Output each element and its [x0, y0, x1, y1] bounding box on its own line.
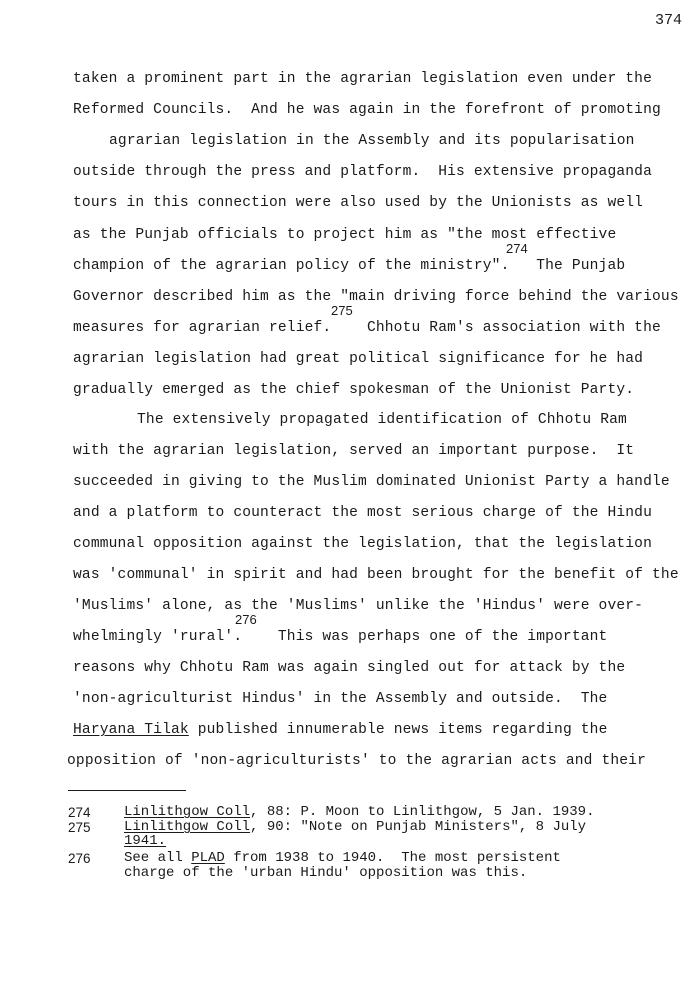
footnote-275-continuation: 1941. [124, 833, 167, 849]
footnote-number: 276 [68, 851, 91, 866]
body-line: agrarian legislation had great political significance for he had [73, 351, 644, 367]
page-number: 374 [655, 12, 683, 29]
footnote-274: Linlithgow Coll, 88: P. Moon to Linlithgow, 5 Jan. 1939. [124, 804, 595, 820]
newspaper-title: Haryana Tilak [73, 722, 189, 738]
footnote-275: Linlithgow Coll, 90: "Note on Punjab Ministers", 8 July [124, 819, 587, 835]
body-line: measures for agrarian relief. Chhotu Ram's association with the [73, 320, 661, 336]
body-line: taken a prominent part in the agrarian legislation even under the [73, 71, 652, 87]
body-line: Haryana Tilak published innumerable news items regarding the [73, 722, 608, 738]
body-line: outside through the press and platform. His extensive propaganda [73, 164, 652, 180]
body-line: succeeded in giving to the Muslim dominated Unionist Party a handle [73, 474, 670, 490]
footnote-divider [68, 790, 186, 791]
body-line: opposition of 'non-agriculturists' to the agrarian acts and their [67, 753, 646, 769]
body-line: Governor described him as the "main driving force behind the various [73, 289, 679, 305]
footnote-marker-276: 276 [235, 612, 257, 627]
body-line: 'non-agriculturist Hindus' in the Assembly and outside. The [73, 691, 608, 707]
footnote-marker-275: 275 [331, 303, 353, 318]
body-line: Reformed Councils. And he was again in the forefront of promoting [73, 102, 661, 118]
body-line: with the agrarian legislation, served an important purpose. It [73, 443, 635, 459]
body-line: whelmingly 'rural'. This was perhaps one of the important [73, 629, 608, 645]
body-line: reasons why Chhotu Ram was again singled out for attack by the [73, 660, 626, 676]
body-line: tours in this connection were also used by the Unionists as well [73, 195, 644, 211]
footnote-marker-274: 274 [506, 241, 528, 256]
body-line: agrarian legislation in the Assembly and its popularisation [109, 133, 635, 149]
body-line: as the Punjab officials to project him as "the most effective [73, 227, 617, 243]
footnote-number: 274 [68, 805, 91, 820]
body-line: was 'communal' in spirit and had been brought for the benefit of the [73, 567, 679, 583]
body-line: and a platform to counteract the most serious charge of the Hindu [73, 505, 652, 521]
footnote-number: 275 [68, 820, 91, 835]
footnote-276: See all PLAD from 1938 to 1940. The most persistent [124, 850, 561, 866]
body-line: 'Muslims' alone, as the 'Muslims' unlike the 'Hindus' were over- [73, 598, 644, 614]
body-line: communal opposition against the legislation, that the legislation [73, 536, 652, 552]
body-line: champion of the agrarian policy of the ministry". The Punjab [73, 258, 626, 274]
footnote-276-continuation: charge of the 'urban Hindu' opposition was this. [124, 865, 528, 881]
body-line: The extensively propagated identification of Chhotu Ram [137, 412, 627, 428]
body-line: gradually emerged as the chief spokesman of the Unionist Party. [73, 382, 635, 398]
